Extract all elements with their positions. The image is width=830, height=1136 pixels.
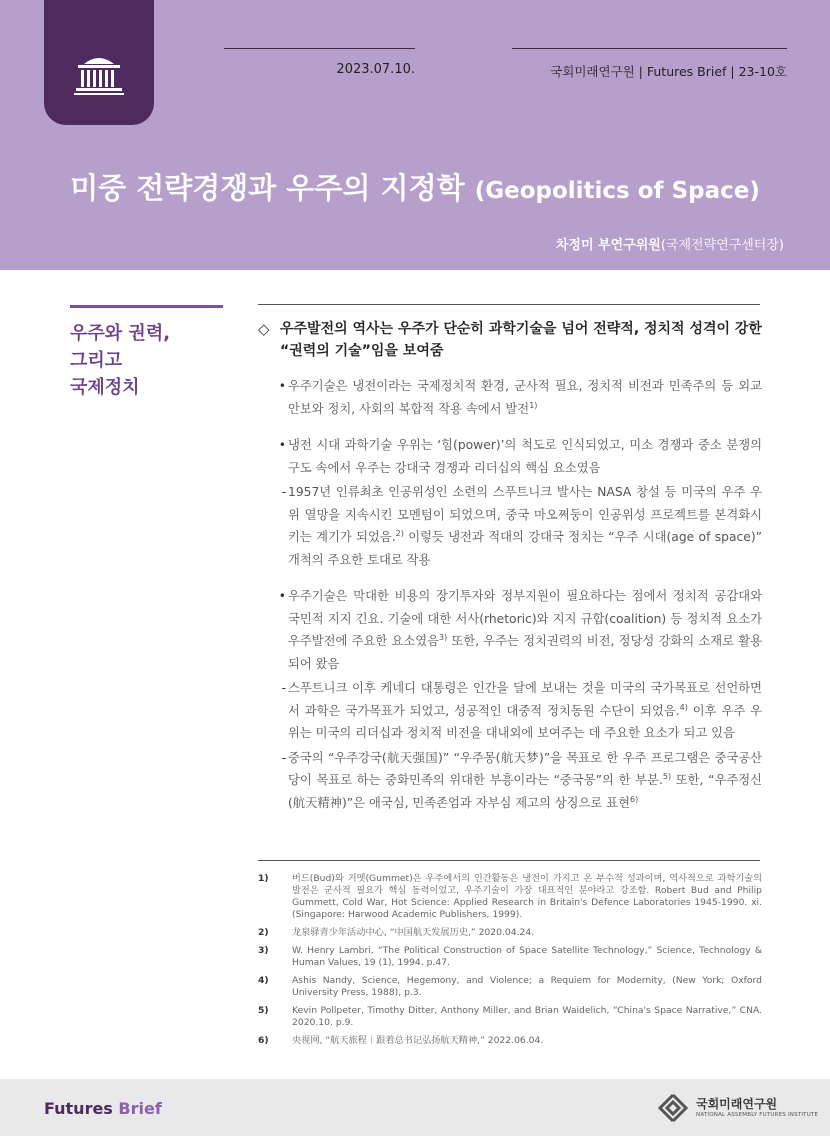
institute-name: 국회미래연구원: [696, 1097, 778, 1111]
title-subtitle: (Geopolitics of Space): [474, 178, 760, 204]
bullet-marker: •: [278, 589, 286, 603]
footnote-ref: 5): [662, 772, 672, 781]
footnote-text: Kevin Pollpeter, Timothy Ditter, Anthony Miller, and Brian Waidelich, “China's Space Narrative,” CNA. 2020.10. p.9.: [292, 1005, 762, 1028]
list-item-text: 냉전 시대 과학기술 우위는 ‘힘(power)’의 척도로 인식되었고, 미소 경쟁과 중소 분쟁의 구도 속에서 우주는 강대국 경쟁과 리더십의 핵심 요소였음: [288, 438, 762, 475]
footnote-number: 5): [258, 1005, 269, 1016]
institute-logo: [656, 1091, 819, 1125]
footnote-text: W. Henry Lambri, “The Political Construction of Space Satellite Technology,” Science, Technology & Human Values, 19 (1), 1994. p.47.: [292, 945, 762, 968]
footnote-number: 2): [258, 927, 269, 938]
diamond-bullet-icon: ◇: [258, 320, 270, 338]
footnote-ref: 2): [395, 529, 404, 538]
list-subitem: [258, 747, 762, 815]
footnote-text: Ashis Nandy, Science, Hegemony, and Violence; a Requiem for Modernity, (New York; Oxford University Press, 1988), p.3.: [292, 975, 762, 998]
footnote-number: 4): [258, 975, 269, 986]
footnote: [258, 945, 762, 969]
footer-brand: Futures Brief: [44, 1099, 162, 1118]
section-title-line: 우주와 권력,: [70, 323, 171, 344]
footnote: [258, 1035, 762, 1047]
assembly-building-icon: [72, 50, 126, 98]
section-title-line: 그리고: [70, 350, 123, 371]
footnote-number: 6): [258, 1035, 269, 1046]
bullet-marker: •: [278, 438, 286, 452]
footnote: [258, 1005, 762, 1029]
dash-marker: -: [281, 750, 286, 765]
section-title-line: 국제정치: [70, 377, 140, 398]
section-title: [70, 320, 220, 401]
content-rule: [258, 304, 760, 305]
bullet-marker: •: [278, 379, 286, 393]
list-subitem: [258, 481, 762, 571]
footnote-number: 1): [258, 873, 269, 884]
issue-date: 2023.07.10.: [336, 62, 415, 77]
footnote-rule: [258, 860, 760, 861]
list-item-text: 우주기술은 냉전이라는 국제정치적 환경, 군사적 필요, 정치적 비전과 민족주의 등 외교안보와 정치, 사회의 복합적 작용 속에서 발전$^{1)}$: [288, 379, 762, 416]
page-title: [0, 166, 830, 207]
institute-name-en: NATIONAL ASSEMBLY FUTURES INSTITUTE: [696, 1112, 819, 1118]
footnote-number: 3): [258, 945, 269, 956]
date-rule: [224, 48, 415, 49]
list-item-text: 스푸트니크 이후 케네디 대통령은 인간을 달에 보내는 것을 미국의 국가목표로 선언하면서 과학은 국가목표가 되었고, 성공적인 대중적 정치동원 수단이 되었음.$^{4)}$ 이후 우주 우위는 미국의 리더십과 정치적 비전을 대내외에 보여주는 데 주요한 요소가 되고 있음: [288, 681, 763, 740]
footnote-ref: 4): [679, 702, 688, 712]
list-subitem: [258, 677, 762, 745]
footnote: [258, 927, 762, 939]
author-affiliation: (국제전략연구센터장): [660, 238, 784, 253]
footnote-ref: 3): [438, 633, 448, 642]
footnote: [258, 975, 762, 999]
list-item: [258, 434, 762, 479]
footnote-text: 버드(Bud)와 거멧(Gummet)은 우주에서의 인간활동은 냉전이 가지고 온 부수적 성과이며, 역사적으로 과학기술의 발전은 군사적 필요가 핵심 동력이었고, 우주기술이 가장 대표적인 분야라고 강조함. Robert Bud and Philip Gummett, Cold War, Hot Science: Applied Research in Britain's Defence Laboratories 1945-1990. xi. (Singapore: Harwood Academic Publishers, 1999).: [292, 873, 762, 920]
author-line: [556, 234, 784, 253]
list-item-text: 우주기술은 막대한 비용의 장기투자와 정부지원이 필요하다는 점에서 정치적 공감대와 국민적 지지 긴요. 기술에 대한 서사(rhetoric)와 지지 규합(coalition) 등 정치적 요소가 우주발전에 주요한 요소였음$^{3)}$ 또한, 우주는 정치권력의 비전, 정당성 강화의 소재로 활용되어 왔음: [288, 589, 762, 671]
footnote-ref: 6): [629, 794, 639, 804]
footnote-text: 龙泉驿青少年活动中心, “中国航天发展历史,” 2020.04.24.: [292, 927, 535, 938]
footnotes: [258, 873, 762, 1053]
list-item: [258, 375, 762, 420]
content-heading: [258, 318, 762, 362]
list-item-text: 중국의 “우주강국(航天强国)” “우주몽(航天梦)”을 목표로 한 우주 프로그램은 중국공산당이 목표로 하는 중화민족의 위대한 부흥이라는 “중국몽”의 한 부분.$^{5)}$ 또한, “우주정신(航天精神)”은 애국심, 민족존엄과 자부심 제고의 상징으로 표현$^{6)}$: [288, 750, 762, 810]
institute-logo-icon: [656, 1092, 690, 1124]
section-rule: [70, 305, 223, 308]
title-main: 미중 전략경쟁과 우주의 지정학: [70, 171, 465, 205]
footer: [0, 1079, 830, 1136]
list-item: [258, 585, 762, 675]
assembly-logo-badge: [44, 0, 154, 125]
author-name: 차정미 부연구위원: [555, 238, 661, 253]
header-banner: [0, 0, 830, 270]
series-label: 국회미래연구원 | Futures Brief | 23-10호: [550, 64, 787, 79]
dash-marker: -: [281, 485, 286, 499]
dash-marker: -: [281, 681, 286, 695]
heading-text: 우주발전의 역사는 우주가 단순히 과학기술을 넘어 전략적, 정치적 성격이 강한 “권력의 기술”임을 보여줌: [280, 321, 762, 359]
footnote-text: 央视网, “航天旅程｜跟着总书记弘扬航天精神,” 2022.06.04.: [292, 1035, 544, 1046]
footnote-ref: 1): [529, 400, 538, 410]
series-rule: [512, 48, 787, 49]
main-content: [258, 318, 762, 814]
footnote: [258, 873, 762, 921]
list-item-text: 1957년 인류최초 인공위성인 소련의 스푸트니크 발사는 NASA 창설 등 미국의 우주 우위 열망을 지속시킨 모멘텀이 되었으며, 중국 마오쩌둥이 인공위성 프로젝트를 본격화시키는 계기가 되었음.$^{2)}$ 이렇듯 냉전과 적대의 강대국 정치는 “우주 시대(age of space)” 개척의 주요한 토대로 작용: [288, 485, 763, 567]
